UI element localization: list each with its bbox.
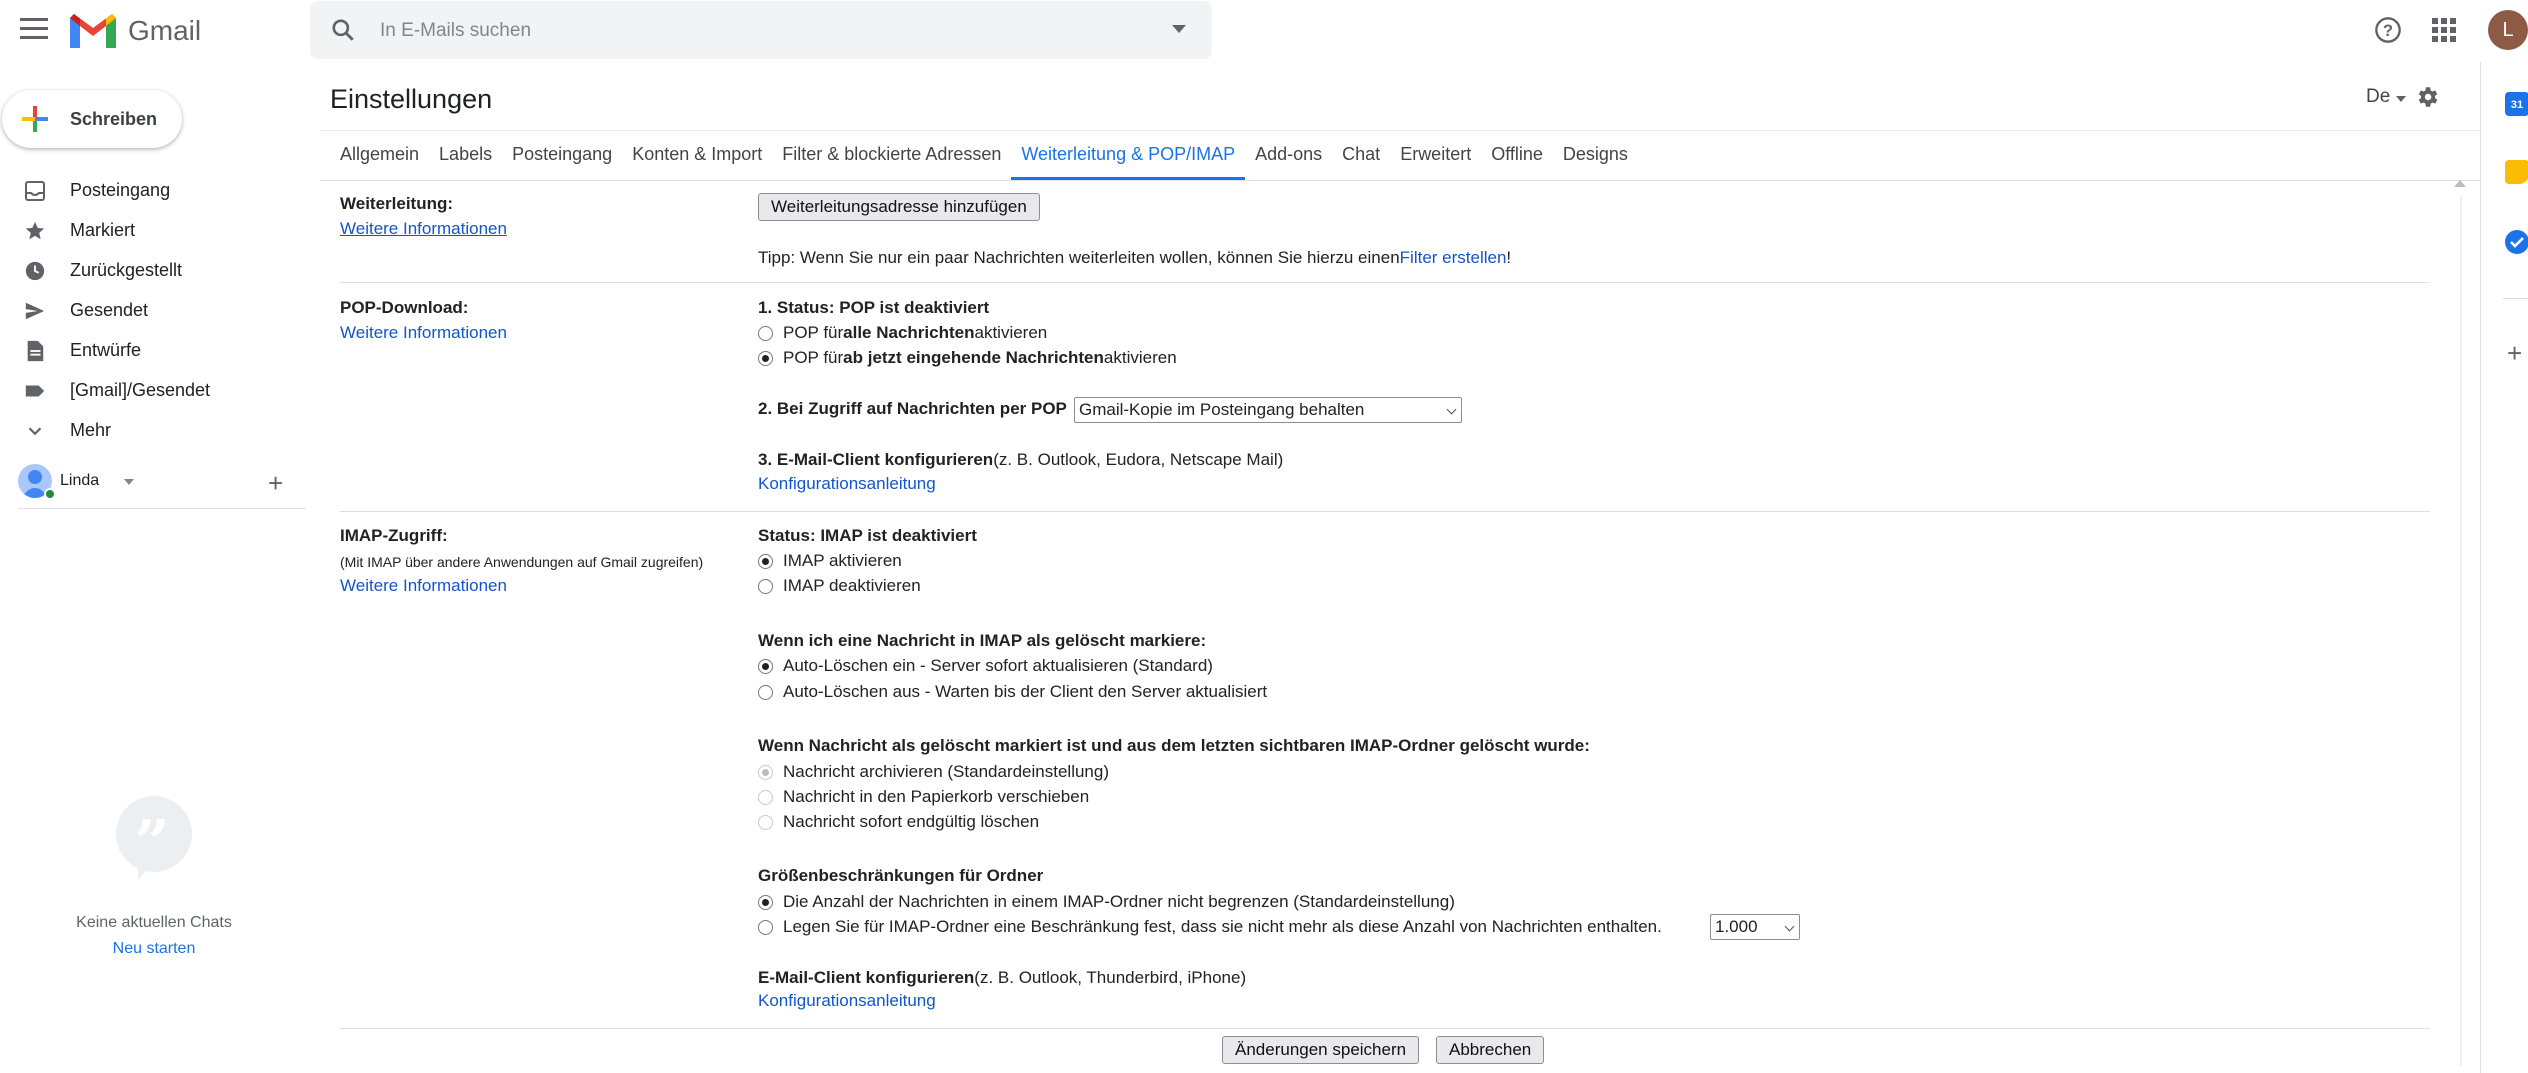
- trash-radio[interactable]: [758, 790, 773, 805]
- pop-client-label: 3. E-Mail-Client konfigurieren: [758, 450, 994, 469]
- limit-count-select[interactable]: [1710, 914, 1800, 940]
- limit-option[interactable]: [758, 915, 1662, 939]
- section-divider: [340, 282, 2430, 283]
- tab-add-ons[interactable]: Add-ons: [1255, 144, 1323, 164]
- pop-client-row: [758, 448, 1283, 472]
- no-chats-text: Keine aktuellen Chats: [76, 914, 232, 931]
- tab-chat[interactable]: Chat: [1342, 144, 1381, 164]
- imap-disable-option[interactable]: [758, 574, 921, 598]
- sidebar-item-label: Entwürfe: [70, 340, 142, 360]
- new-chat-plus-icon[interactable]: +: [268, 468, 284, 498]
- search-input[interactable]: In E-Mails suchen: [380, 20, 532, 41]
- delete-forever-option[interactable]: [758, 810, 1039, 834]
- option-text: aktivieren: [974, 323, 1048, 342]
- tip-end: !: [1506, 248, 1512, 267]
- pop-access-value: Gmail-Kopie im Posteingang behalten: [1079, 400, 1365, 419]
- pop-more-info-link[interactable]: Weitere Informationen: [340, 323, 507, 342]
- user-name: Linda: [60, 472, 100, 489]
- sidebar-item-label: Zurückgestellt: [70, 260, 183, 280]
- settings-tabs: [330, 134, 1638, 180]
- title-divider: [320, 130, 2482, 131]
- page-title: Einstellungen: [330, 84, 493, 114]
- tab-weiterleitung-pop-imap[interactable]: Weiterleitung & POP/IMAP: [1011, 134, 1245, 180]
- pop-config-link[interactable]: Konfigurationsanleitung: [758, 474, 936, 493]
- section-divider: [340, 1028, 2430, 1029]
- inbox-icon: [24, 180, 46, 202]
- input-tools-button[interactable]: De: [2366, 86, 2391, 107]
- pop-status: 1. Status: POP ist deaktiviert: [758, 298, 990, 317]
- tab-konten-import[interactable]: Konten & Import: [632, 144, 763, 164]
- deleted-heading: Wenn ich eine Nachricht in IMAP als gelöscht markiere:: [758, 631, 1207, 650]
- sidebar-item-more[interactable]: [0, 410, 300, 450]
- sidebar-item-starred[interactable]: [0, 210, 300, 250]
- pop-new-option[interactable]: [758, 346, 1177, 370]
- archive-option[interactable]: [758, 760, 1109, 784]
- sidebar-item-label: Posteingang: [70, 180, 171, 200]
- imap-config-link[interactable]: Konfigurationsanleitung: [758, 991, 936, 1010]
- tip-text: Tipp: Wenn Sie nur ein paar Nachrichten weiterleiten wollen, können Sie hierzu einen: [758, 248, 1400, 267]
- check-icon: [2505, 230, 2528, 254]
- tab-erweitert[interactable]: Erweitert: [1400, 144, 1472, 164]
- star-icon: [24, 220, 46, 242]
- option-text: Nachricht sofort endgültig löschen: [783, 812, 1040, 831]
- imap-enable-radio[interactable]: [758, 554, 773, 569]
- get-addons-plus-icon[interactable]: +: [2507, 338, 2523, 368]
- main-menu-icon[interactable]: [20, 18, 48, 42]
- option-text: IMAP deaktivieren: [783, 576, 921, 595]
- scroll-up-icon[interactable]: [2454, 180, 2466, 187]
- sidebar-item-label: [Gmail]/Gesendet: [70, 380, 211, 400]
- limit-radio[interactable]: [758, 920, 773, 935]
- scrollbar[interactable]: [2460, 196, 2462, 1066]
- forwarding-tip: [758, 246, 1511, 270]
- option-text: POP für: [783, 323, 844, 342]
- chevron-down-icon: [1447, 405, 1457, 415]
- delete-forever-radio[interactable]: [758, 815, 773, 830]
- sidebar-item-drafts[interactable]: [0, 330, 300, 370]
- tab-labels[interactable]: Labels: [439, 144, 493, 164]
- no-limit-radio[interactable]: [758, 895, 773, 910]
- label-icon: [24, 380, 46, 402]
- search-options-icon[interactable]: [1172, 25, 1186, 33]
- imap-heading: IMAP-Zugriff:: [340, 526, 448, 545]
- imap-client-label: E-Mail-Client konfigurieren: [758, 968, 975, 987]
- account-avatar[interactable]: L: [2488, 10, 2528, 50]
- chevron-down-icon: [1785, 922, 1795, 932]
- sidebar-item-snoozed[interactable]: [0, 250, 300, 290]
- tab-filter-blockierte-adressen[interactable]: Filter & blockierte Adressen: [782, 144, 1002, 164]
- option-text: Nachricht archivieren (Standardeinstellung): [783, 762, 1109, 781]
- archive-radio[interactable]: [758, 765, 773, 780]
- pop-all-radio[interactable]: [758, 326, 773, 341]
- pop-new-radio[interactable]: [758, 351, 773, 366]
- sidebar-item-gmail-sent[interactable]: [0, 370, 300, 410]
- tabs-divider: [320, 180, 2482, 181]
- autodelete-off-radio[interactable]: [758, 685, 773, 700]
- app-name: Gmail: [128, 15, 202, 46]
- gmail-logo[interactable]: [70, 10, 201, 52]
- sidebar-item-label: Mehr: [70, 420, 112, 440]
- top-header: [0, 0, 2528, 62]
- calendar-icon[interactable]: 31: [2505, 92, 2528, 116]
- tasks-icon[interactable]: [2505, 230, 2528, 254]
- apps-grid-icon[interactable]: [2432, 18, 2456, 42]
- option-text: Die Anzahl der Nachrichten in einem IMAP-Ordner nicht begrenzen (Standardeinstellung): [783, 892, 1455, 911]
- no-limit-option[interactable]: [758, 890, 1455, 914]
- imap-subheading: (Mit IMAP über andere Anwendungen auf Gmail zugreifen): [340, 554, 704, 570]
- size-heading: Größenbeschränkungen für Ordner: [758, 866, 1044, 885]
- option-text: Auto-Löschen aus - Warten bis der Client den Server aktualisiert: [783, 682, 1268, 701]
- create-filter-link[interactable]: Filter erstellen: [1399, 248, 1507, 267]
- sidebar-item-sent[interactable]: [0, 290, 300, 330]
- option-text: aktivieren: [1103, 348, 1177, 367]
- pop-access-label: 2. Bei Zugriff auf Nachrichten per POP: [758, 399, 1067, 418]
- cancel-button[interactable]: Abbrechen: [1436, 1036, 1544, 1064]
- autodelete-on-option[interactable]: [758, 654, 1213, 678]
- search-bar[interactable]: [310, 1, 1212, 59]
- sidebar-item-label: Markiert: [70, 220, 136, 240]
- draft-icon: [24, 340, 46, 362]
- clock-icon: [24, 260, 46, 282]
- section-divider: [340, 511, 2430, 512]
- compose-label: Schreiben: [70, 109, 158, 129]
- imap-client-row: [758, 966, 1246, 990]
- send-icon: [24, 300, 46, 322]
- online-status-icon: [44, 488, 56, 500]
- imap-enable-option[interactable]: [758, 549, 902, 573]
- add-forwarding-address-button[interactable]: Weiterleitungsadresse hinzufügen: [758, 193, 1040, 221]
- imap-disable-radio[interactable]: [758, 579, 773, 594]
- pop-client-note: (z. B. Outlook, Eudora, Netscape Mail): [993, 450, 1284, 469]
- tab-allgemein[interactable]: Allgemein: [340, 144, 420, 164]
- compose-button[interactable]: [2, 90, 182, 148]
- tab-designs[interactable]: Designs: [1562, 144, 1628, 164]
- pop-heading: POP-Download:: [340, 298, 469, 317]
- tab-posteingang[interactable]: Posteingang: [512, 144, 613, 164]
- status-dropdown-icon[interactable]: [124, 479, 134, 485]
- forwarding-more-info-link[interactable]: Weitere Informationen: [340, 219, 507, 238]
- pop-access-select[interactable]: [1074, 397, 1462, 423]
- imap-status: Status: IMAP ist deaktiviert: [758, 526, 977, 545]
- expunged-heading: Wenn Nachricht als gelöscht markiert ist und aus dem letzten sichtbaren IMAP-Ordner gelöscht wurde:: [758, 736, 1590, 755]
- sidebar-item-label: Gesendet: [70, 300, 149, 320]
- option-text: IMAP aktivieren: [783, 551, 902, 570]
- option-text: Auto-Löschen ein - Server sofort aktualisieren (Standard): [783, 656, 1213, 675]
- svg-text:?: ?: [2383, 21, 2393, 40]
- option-bold: alle Nachrichten: [843, 323, 975, 342]
- plus-icon: [20, 104, 50, 134]
- keep-icon[interactable]: [2505, 160, 2528, 184]
- save-changes-button[interactable]: Änderungen speichern: [1222, 1036, 1419, 1064]
- trash-option[interactable]: [758, 785, 1089, 809]
- sidebar-divider: [18, 508, 306, 509]
- forwarding-heading: Weiterleitung:: [340, 194, 454, 213]
- restart-chat-link[interactable]: Neu starten: [112, 940, 196, 957]
- imap-more-info-link[interactable]: Weitere Informationen: [340, 576, 507, 595]
- option-text: Legen Sie für IMAP-Ordner eine Beschränkung fest, dass sie nicht mehr als diese Anzahl von Nachrichten enthalten.: [783, 917, 1662, 936]
- autodelete-on-radio[interactable]: [758, 659, 773, 674]
- chevron-down-icon: [24, 420, 46, 442]
- gmail-m-icon: [70, 14, 116, 48]
- autodelete-off-option[interactable]: [758, 680, 1267, 704]
- imap-client-note: (z. B. Outlook, Thunderbird, iPhone): [974, 968, 1247, 987]
- limit-value: 1.000: [1715, 917, 1758, 936]
- search-icon[interactable]: [330, 17, 356, 43]
- option-bold: ab jetzt eingehende Nachrichten: [843, 348, 1104, 367]
- tab-offline[interactable]: Offline: [1491, 144, 1543, 164]
- chevron-down-icon[interactable]: [2396, 96, 2406, 102]
- gear-icon[interactable]: [2414, 84, 2440, 110]
- chat-user-row[interactable]: [18, 462, 308, 502]
- help-icon[interactable]: [2374, 16, 2402, 44]
- pop-all-option[interactable]: [758, 321, 1047, 345]
- side-panel-divider: [2503, 298, 2528, 299]
- option-text: Nachricht in den Papierkorb verschieben: [783, 787, 1090, 806]
- side-panel: [2480, 62, 2528, 1073]
- option-text: POP für: [783, 348, 844, 367]
- sidebar-item-inbox[interactable]: [0, 170, 300, 210]
- quote-icon: ”: [134, 806, 170, 879]
